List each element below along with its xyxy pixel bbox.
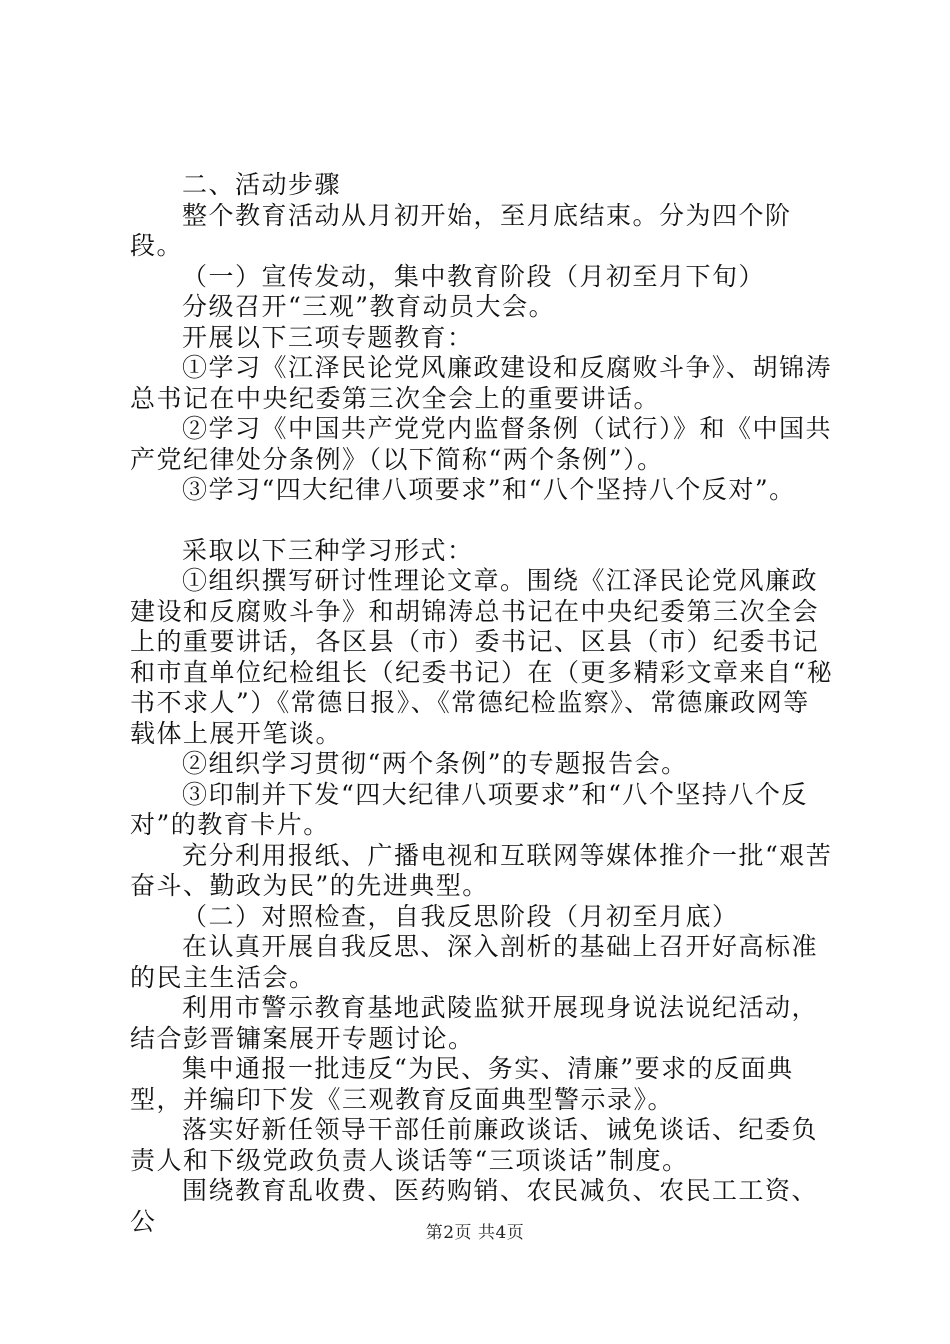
paragraph: 分级召开“三观”教育动员大会。 [182,292,556,321]
paragraph: 整个教育活动从月初开始，至月底结束。分为四个阶段。 [130,200,792,260]
paragraph: 落实好新任领导干部任前廉政谈话、诫免谈话、纪委负责人和下级党政负责人谈话等“三项谈话”制度。 [130,1115,819,1175]
stage-heading: （二）对照检查，自我反思阶段（月初至月底） [182,901,739,931]
stage-heading: （一）宣传发动，集中教育阶段（月初至月下旬） [182,261,766,291]
paragraph: 围绕教育乱收费、医药购销、农民减负、农民工工资、公 [130,1176,819,1236]
paragraph: 采取以下三种学习形式： [182,535,474,565]
list-item: ②学习《中国共产党党内监督条例（试行）》和《中国共产党纪律处分条例》（以下简称“两个条例”）。 [130,414,833,474]
paragraph: 在认真开展自我反思、深入剖析的基础上召开好高标准的民主生活会。 [130,932,819,992]
section-heading: 二、活动步骤 [182,170,342,199]
paragraph: 开展以下三项专题教育： [182,322,474,352]
list-item: ③印制并下发“四大纪律八项要求”和“八个坚持八个反对”的教育卡片。 [130,779,808,839]
list-item: ②组织学习贯彻“两个条例”的专题报告会。 [182,749,688,778]
paragraph: 利用市警示教育基地武陵监狱开展现身说法说纪活动，结合彭晋镛案展开专题讨论。 [130,993,819,1053]
list-item: ③学习“四大纪律八项要求”和“八个坚持八个反对”。 [182,475,796,504]
list-item: ①组织撰写研讨性理论文章。围绕《江泽民论党风廉政建设和反腐败斗争》和胡锦涛总书记在中央纪委第三次全会上的重要讲话，各区县（市）委书记、区县（市）纪委书记和市直单位纪检组长（纪委书记）在（更多精彩文章来自“秘书不求人”）《常德日报》、《常德纪检监察》、常德廉政网等载体上展开笔谈。 [130,566,834,748]
paragraph: 充分利用报纸、广播电视和互联网等媒体推介一批“艰苦奋斗、勤政为民”的先进典型。 [130,840,833,900]
paragraph: 集中通报一批违反“为民、务实、清廉”要求的反面典型，并编印下发《三观教育反面典型警示录》。 [130,1054,794,1114]
page-number-footer: 第2页 共4页 [425,1223,525,1243]
list-item: ①学习《江泽民论党风廉政建设和反腐败斗争》、胡锦涛总书记在中央纪委第三次全会上的重要讲话。 [130,353,833,413]
document-body [130,170,835,1237]
